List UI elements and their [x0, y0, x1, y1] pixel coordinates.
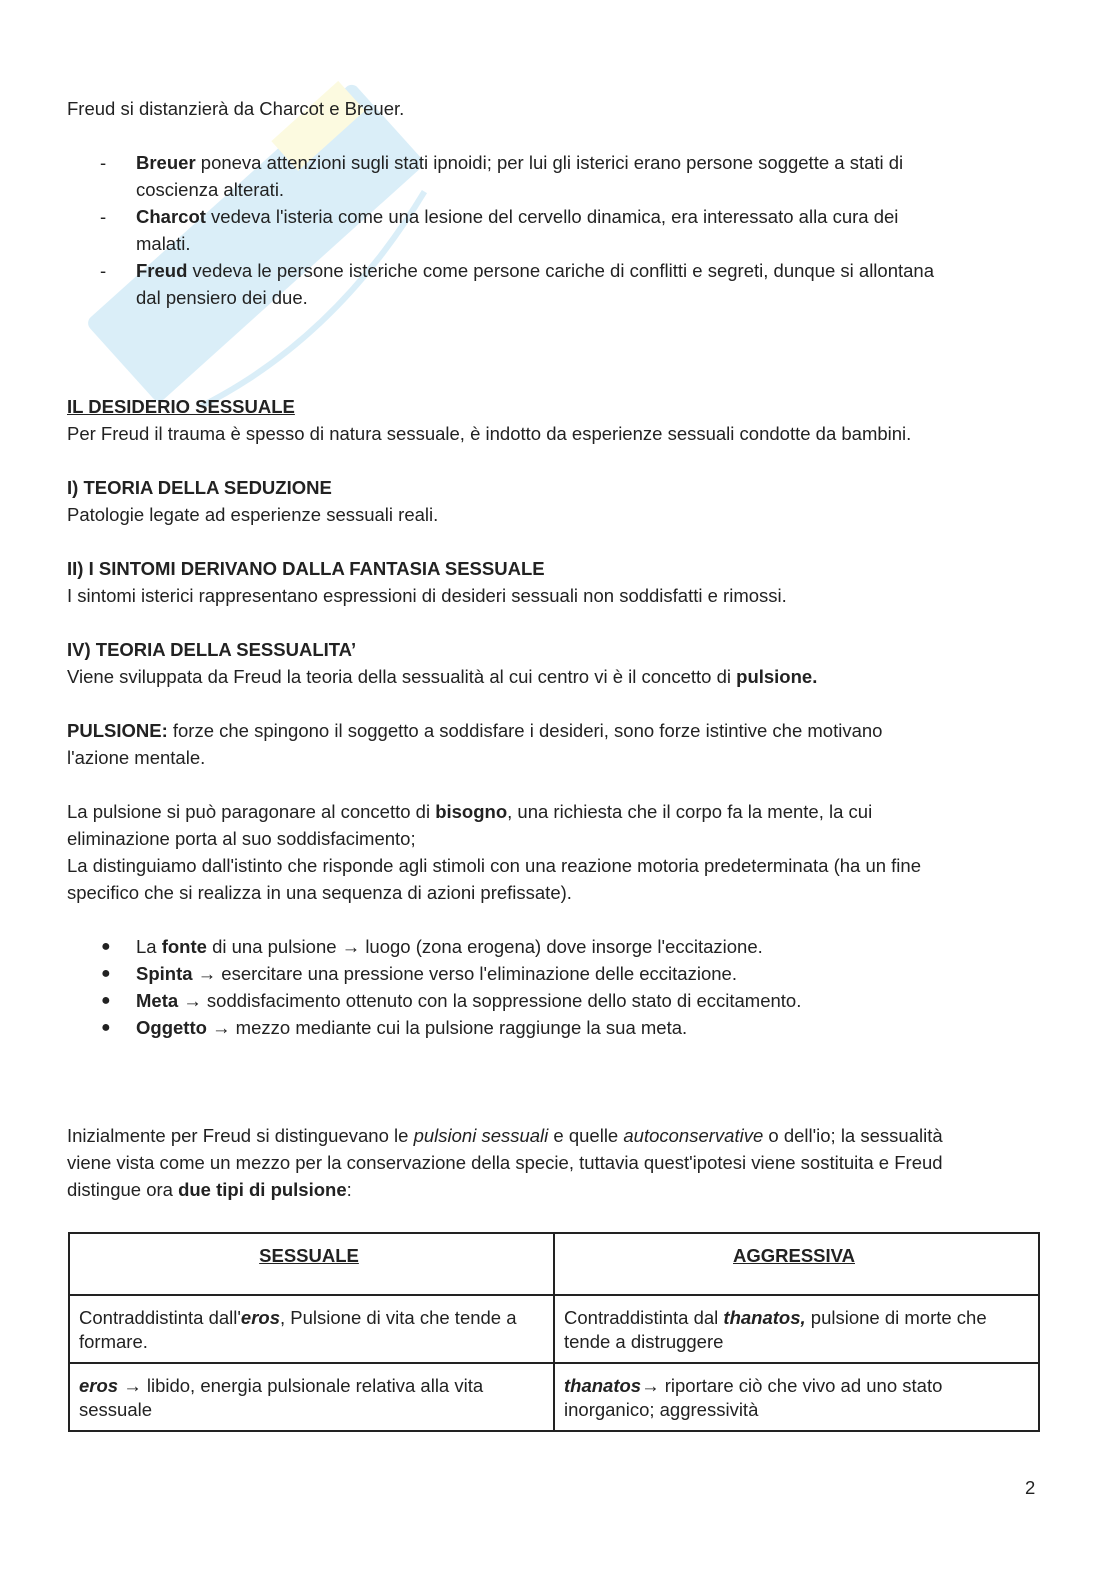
- sintomi-paragraph: I sintomi isterici rappresentano espressioni di desideri sessuali non soddisfatti e rimossi.: [67, 585, 787, 606]
- heading-teoria-sessualita: IV) TEORIA DELLA SESSUALITA’: [67, 639, 357, 660]
- figure-name: Freud: [136, 260, 188, 281]
- pulsione-definition: PULSIONE: forze che spingono il soggetto a soddisfare i desideri, sono forze istintive che motivano l'azione mentale.: [67, 720, 883, 768]
- table-cell: Contraddistinta dall'eros, Pulsione di vita che tende a formare.: [69, 1295, 554, 1363]
- page-number: 2: [1025, 1477, 1036, 1498]
- table-header-cell: SESSUALE: [69, 1233, 554, 1295]
- bullet-marker: ●: [101, 965, 111, 982]
- section-title-desiderio: IL DESIDERIO SESSUALE: [67, 396, 295, 417]
- figure-name: Breuer: [136, 152, 196, 173]
- dash-marker: -: [100, 206, 107, 227]
- pulsione-components-list: [68, 933, 988, 1041]
- tipi-pulsione-paragraph: Inizialmente per Freud si distinguevano le pulsioni sessuali e quelle autoconservative o dell'io; la sessualità viene vista come un mezzo per la conservazione della specie, tuttavia quest'ipotesi viene sostituita e Freud distingue ora due tipi di pulsione:: [67, 1125, 943, 1200]
- table-cell: Contraddistinta dal thanatos, pulsione di morte che tende a distruggere: [554, 1295, 1039, 1363]
- dash-marker: -: [100, 260, 107, 281]
- heading-teoria-seduzione: I) TEORIA DELLA SEDUZIONE: [67, 477, 332, 498]
- bullet-marker: ●: [101, 938, 111, 955]
- seduzione-paragraph: Patologie legate ad esperienze sessuali reali.: [67, 504, 439, 525]
- dash-marker: -: [100, 152, 107, 173]
- table-header-cell: AGGRESSIVA: [554, 1233, 1039, 1295]
- heading-sintomi-fantasia: II) I SINTOMI DERIVANO DALLA FANTASIA SESSUALE: [67, 558, 545, 579]
- list-item: ● La fonte di una pulsione → luogo (zona erogena) dove insorge l'eccitazione.: [68, 933, 988, 960]
- list-item: - Charcot vedeva l'isteria come una lesione del cervello dinamica, era interessato alla cura dei malati.: [68, 203, 988, 257]
- sessualita-paragraph: Viene sviluppata da Freud la teoria della sessualità al cui centro vi è il concetto di pulsione.: [67, 666, 818, 687]
- list-item: ● Meta → soddisfacimento ottenuto con la soppressione dello stato di eccitamento.: [68, 987, 988, 1014]
- bisogno-paragraph: La pulsione si può paragonare al concetto di bisogno, una richiesta che il corpo fa la mente, la cui eliminazione porta al suo soddisfacimento; La distinguiamo dall'istinto che risponde agli stimoli con una reazione motoria predeterminata (ha un fine specifico che si realizza in una sequenza di azioni prefissate).: [67, 801, 921, 903]
- table-cell: thanatos→ riportare ciò che vivo ad uno stato inorganico; aggressività: [554, 1363, 1039, 1431]
- desiderio-paragraph: Per Freud il trauma è spesso di natura sessuale, è indotto da esperienze sessuali condotte da bambini.: [67, 423, 912, 444]
- intro-paragraph: Freud si distanzierà da Charcot e Breuer.: [67, 98, 405, 119]
- bullet-marker: ●: [101, 1019, 111, 1036]
- list-item: - Breuer poneva attenzioni sugli stati ipnoidi; per lui gli isterici erano persone soggette a stati di coscienza alterati.: [68, 149, 988, 203]
- table-row: [69, 1295, 1039, 1363]
- pulsioni-table: [68, 1232, 1040, 1432]
- list-item: ● Spinta → esercitare una pressione verso l'eliminazione delle eccitazione.: [68, 960, 988, 987]
- pulsione-term: PULSIONE:: [67, 720, 168, 741]
- table-header-row: [69, 1233, 1039, 1295]
- figure-name: Charcot: [136, 206, 206, 227]
- list-item: ● Oggetto → mezzo mediante cui la pulsione raggiunge la sua meta.: [68, 1014, 988, 1041]
- list-item: - Freud vedeva le persone isteriche come persone cariche di conflitti e segreti, dunque si allontana dal pensiero dei due.: [68, 257, 988, 311]
- figures-list: [68, 149, 988, 311]
- bullet-marker: ●: [101, 992, 111, 1009]
- table-cell: eros → libido, energia pulsionale relativa alla vita sessuale: [69, 1363, 554, 1431]
- table-row: [69, 1363, 1039, 1431]
